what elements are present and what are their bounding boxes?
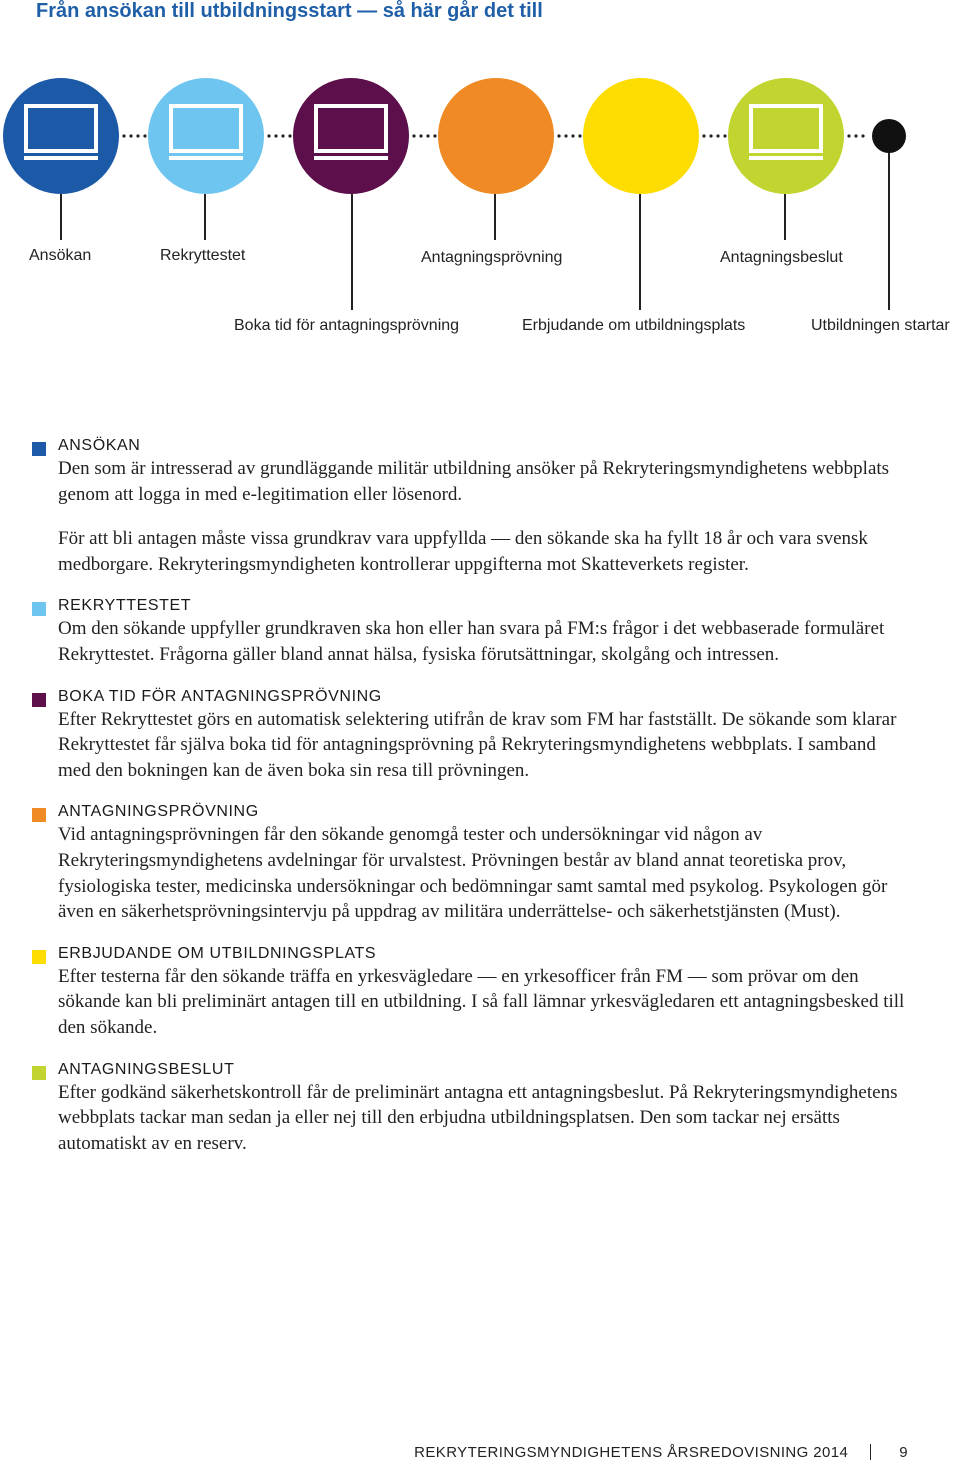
section-paragraph: Vid antagningsprövningen får den sökande genomgå tester och undersökningar vid någon av Rekryteringsmyndighetens avdelningar för urvalstest. Prövningen består av bland annat teoretiska prov, fysiologiska tester, medicinska undersökningar och bedömningar samt samtal med psykolog. Psykologen gör även en säkerhetsprövningsintervju på uppdrag av militära underrättelse- och säkerhetstjänsten (Must). <box>58 824 888 923</box>
page-number: 9 <box>899 1444 908 1461</box>
process-descriptions <box>0 436 960 1175</box>
step-circle-antagningsprovning <box>438 78 554 194</box>
connector-2 <box>267 134 291 137</box>
timeline-graphic <box>0 0 960 360</box>
section-antagningsbeslut <box>0 1060 908 1157</box>
section-heading: ANTAGNINGSBESLUT <box>58 1060 235 1078</box>
process-timeline <box>0 0 960 360</box>
step-label-antagningsbeslut: Antagningsbeslut <box>720 249 843 266</box>
square-bullet-icon <box>32 602 46 616</box>
section-paragraph: Den som är intresserad av grundläggande militär utbildning ansöker på Rekryteringsmyndighetens webbplats genom att logga in med e-legitimation eller lösenord. <box>58 458 890 505</box>
section-paragraph: Efter testerna får den sökande träffa en yrkesvägledare — en yrkesofficer från FM — som prövar om den sökande kan bli preliminärt antagen till en utbildning. I så fall lämnar yrkesvägledaren ett antagningsbesked till den sökande. <box>58 965 905 1038</box>
section-heading: BOKA TID FÖR ANTAGNINGSPRÖVNING <box>58 687 382 705</box>
section-erbjudande <box>0 944 908 1041</box>
step-circle-erbjudande <box>583 78 699 194</box>
section-heading: ANTAGNINGSPRÖVNING <box>58 803 259 821</box>
step-label-rekryttestet: Rekryttestet <box>160 247 246 264</box>
section-ansokan <box>0 436 908 577</box>
page-title: Från ansökan till utbildningsstart — så här går det till <box>36 0 543 22</box>
connector-6 <box>847 134 864 137</box>
step-label-boka-tid: Boka tid för antagningsprövning <box>234 317 460 334</box>
step-label-antagningsprovning: Antagningsprövning <box>421 249 563 266</box>
step-label-utbildningen-startar: Utbildningen startar <box>811 317 950 334</box>
section-heading: ERBJUDANDE OM UTBILDNINGSPLATS <box>58 944 377 962</box>
section-heading: ANSÖKAN <box>58 437 141 454</box>
section-paragraph: För att bli antagen måste vissa grundkrav vara uppfyllda — den sökande ska ha fyllt 18 år och vara svensk medborgare. Rekryteringsmyndigheten kontrollerar uppgifterna mot Skatteverkets register. <box>58 528 868 575</box>
step-label-erbjudande: Erbjudande om utbildningsplats <box>522 317 746 334</box>
section-paragraph: Efter Rekryttestet görs en automatisk selektering utifrån de krav som FM har fastställt. De sökande som klarar Rekryttestet får själva boka tid för antagningsprövning på Rekryteringsmyndighetens webbplats. I samband med den bokningen kan de även boka sin resa till prövningen. <box>58 708 897 781</box>
section-paragraph: Efter godkänd säkerhetskontroll får de preliminärt antagna ett antagningsbeslut. På Rekryteringsmyndighetens webbplats tackar man sedan ja eller nej till den erbjudna utbildningsplatsen. Den som tackar nej ersätts automatiskt av en reserv. <box>58 1081 898 1154</box>
section-paragraph: Om den sökande uppfyller grundkraven ska hon eller han svara på FM:s frågor i det webbaserade formuläret Rekryttestet. Frågorna gäller bland annat hälsa, fysiska förutsättningar, skolgång och intressen. <box>58 618 885 665</box>
footer-divider <box>870 1444 871 1460</box>
step-circle-antagningsbeslut <box>728 78 844 194</box>
square-bullet-icon <box>32 693 46 707</box>
connector-5 <box>702 134 726 137</box>
square-bullet-icon <box>32 808 46 822</box>
step-circle-boka-tid <box>293 78 409 194</box>
connector-1 <box>122 134 146 137</box>
square-bullet-icon <box>32 950 46 964</box>
section-rekryttestet <box>0 596 908 667</box>
section-antagningsprovning <box>0 802 908 924</box>
page-footer <box>414 1444 908 1461</box>
publication-title: REKRYTERINGSMYNDIGHETENS ÅRSREDOVISNING 2014 <box>414 1444 849 1461</box>
step-dot-utbildningen-startar <box>872 119 906 153</box>
step-label-ansokan: Ansökan <box>29 247 92 264</box>
connector-4 <box>557 134 581 137</box>
step-circle-ansokan <box>3 78 119 194</box>
connector-3 <box>412 134 436 137</box>
section-heading: REKRYTTESTET <box>58 597 192 615</box>
square-bullet-icon <box>32 442 46 456</box>
step-circle-rekryttestet <box>148 78 264 194</box>
square-bullet-icon <box>32 1066 46 1080</box>
section-boka-tid <box>0 687 908 784</box>
